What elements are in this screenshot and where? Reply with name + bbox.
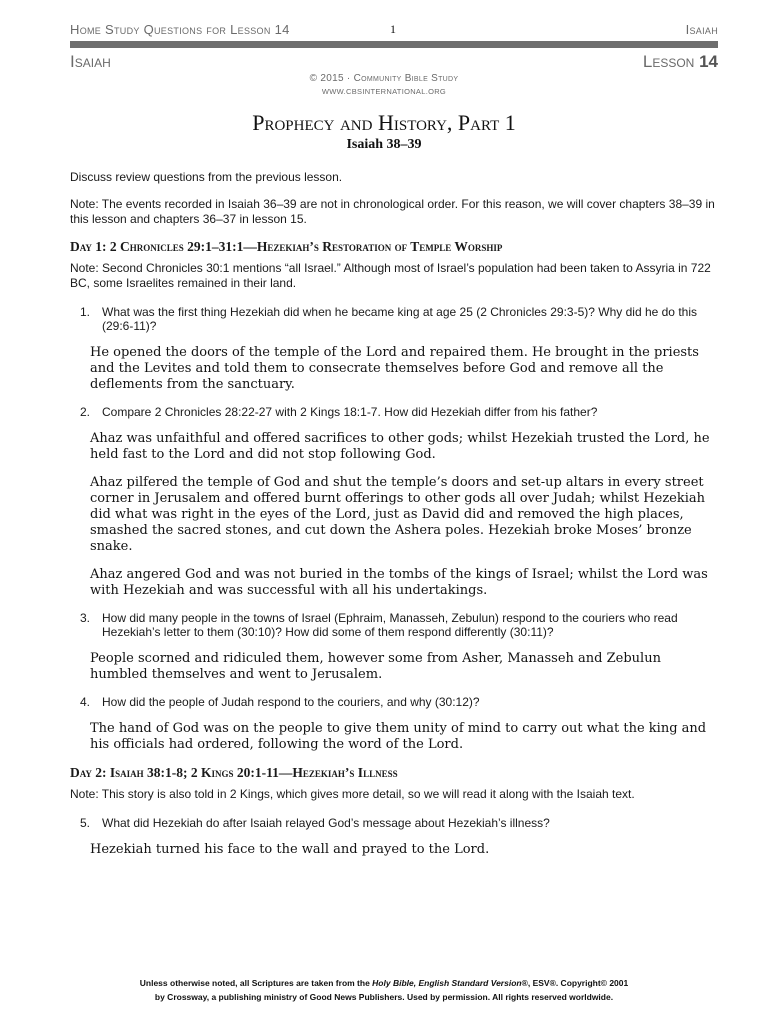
- answer-2c: Ahaz angered God and was not buried in the tombs of the kings of Israel; whilst the Lord was with Hezekiah and was successful with all his undertakings.: [90, 567, 708, 598]
- lesson-label: [643, 52, 718, 72]
- footer-bible-title: Holy Bible, English Standard Version: [372, 978, 522, 988]
- intro-note: Note: The events recorded in Isaiah 36–39 are not in chronological order. For this reason, we will cover chapters 38–39 in this lesson and chapters 36–37 in lesson 15.: [70, 197, 715, 226]
- footer-suffix: ®, ESV®. Copyright© 2001: [521, 978, 629, 988]
- answer-2b: Ahaz pilfered the temple of God and shut the temple’s doors and set-up altars in every street corner in Jerusalem and offered burnt offerings to other gods all over Judah; whilst Hezekiah did what was right in the eyes of the Lord, just as David did and removed the high places, smashed the sacred stones, and cut down the Ashera poles. Hezekiah broke Moses’ bronze snake.: [90, 475, 706, 554]
- question-text: How did many people in the towns of Israel (Ephraim, Manasseh, Zebulun) respond to the couriers who read Hezekiah’s letter to them (30:10)? How did some of them respond differently (30:11)?: [102, 611, 678, 639]
- question-text: What was the first thing Hezekiah did when he became king at age 25 (2 Chronicles 29:3-5)? Why did he do this (29:6-11)?: [102, 305, 697, 333]
- answer-3: People scorned and ridiculed them, however some from Asher, Manasseh and Zebulun humbled themselves and went to Jerusalem.: [90, 651, 661, 682]
- lesson-word: Lesson: [642, 52, 695, 71]
- footer-prefix: Unless otherwise noted, all Scriptures are taken from the: [139, 978, 373, 988]
- intro-paragraph: Discuss review questions from the previous lesson.: [70, 170, 343, 184]
- copyright-line: © 2015 · Community Bible Study: [309, 73, 459, 84]
- answer-4: The hand of God was on the people to give them unity of mind to carry out what the king and his officials had ordered, following the word of the Lord.: [90, 721, 707, 752]
- page-number: 1: [390, 22, 397, 36]
- running-book: Isaiah: [685, 22, 718, 37]
- page-title: Prophecy and History, Part 1: [252, 110, 516, 135]
- website-link[interactable]: WWW.CBSINTERNATIONAL.ORG: [321, 87, 447, 96]
- scripture-footer: [0, 976, 768, 1004]
- running-header: [70, 22, 718, 40]
- day1-note: Note: Second Chronicles 30:1 mentions “all Israel.” Although most of Israel’s population had been taken to Assyria in 722 BC, some Israelites remained in their land.: [70, 261, 711, 290]
- day2-heading: Day 2: Isaiah 38:1-8; 2 Kings 20:1-11—Hezekiah’s Illness: [70, 765, 398, 780]
- question-text: Compare 2 Chronicles 28:22-27 with 2 Kings 18:1-7. How did Hezekiah differ from his father?: [102, 405, 598, 419]
- question-number: 2.: [80, 405, 91, 419]
- question-1: [70, 305, 720, 333]
- running-title: Home Study Questions for Lesson 14: [70, 22, 290, 37]
- footer-line-2: by Crossway, a publishing ministry of Good News Publishers. Used by permission. All rights reserved worldwide.: [154, 992, 614, 1002]
- question-3: [70, 611, 720, 639]
- day1-heading: Day 1: 2 Chronicles 29:1–31:1—Hezekiah’s Restoration of Temple Worship: [70, 239, 503, 254]
- question-text: How did the people of Judah respond to the couriers, and why (30:12)?: [102, 695, 480, 709]
- question-5: [70, 816, 720, 830]
- question-number: 5.: [80, 816, 91, 830]
- question-number: 1.: [80, 305, 91, 319]
- header-rule: [70, 41, 718, 48]
- lesson-number: 14: [699, 52, 718, 71]
- day2-note: Note: This story is also told in 2 Kings, which gives more detail, so we will read it along with the Isaiah text.: [70, 787, 635, 801]
- answer-2a: Ahaz was unfaithful and offered sacrifices to other gods; whilst Hezekiah trusted the Lord, he held fast to the Lord and did not stop following God.: [90, 431, 710, 462]
- question-2: [70, 405, 720, 419]
- lesson-content: [70, 170, 720, 870]
- footer-line-1: [0, 976, 768, 990]
- book-name: Isaiah: [70, 52, 111, 71]
- question-number: 4.: [80, 695, 91, 709]
- question-number: 3.: [80, 611, 91, 625]
- question-text: What did Hezekiah do after Isaiah relayed God’s message about Hezekiah’s illness?: [102, 816, 550, 830]
- answer-1: He opened the doors of the temple of the Lord and repaired them. He brought in the priests and the Levites and told them to consecrate themselves before God and remove all the deflements from the sanctuary.: [90, 345, 699, 392]
- question-4: [70, 695, 720, 709]
- answer-5: Hezekiah turned his face to the wall and prayed to the Lord.: [90, 842, 490, 857]
- page-subtitle: Isaiah 38–39: [346, 137, 422, 152]
